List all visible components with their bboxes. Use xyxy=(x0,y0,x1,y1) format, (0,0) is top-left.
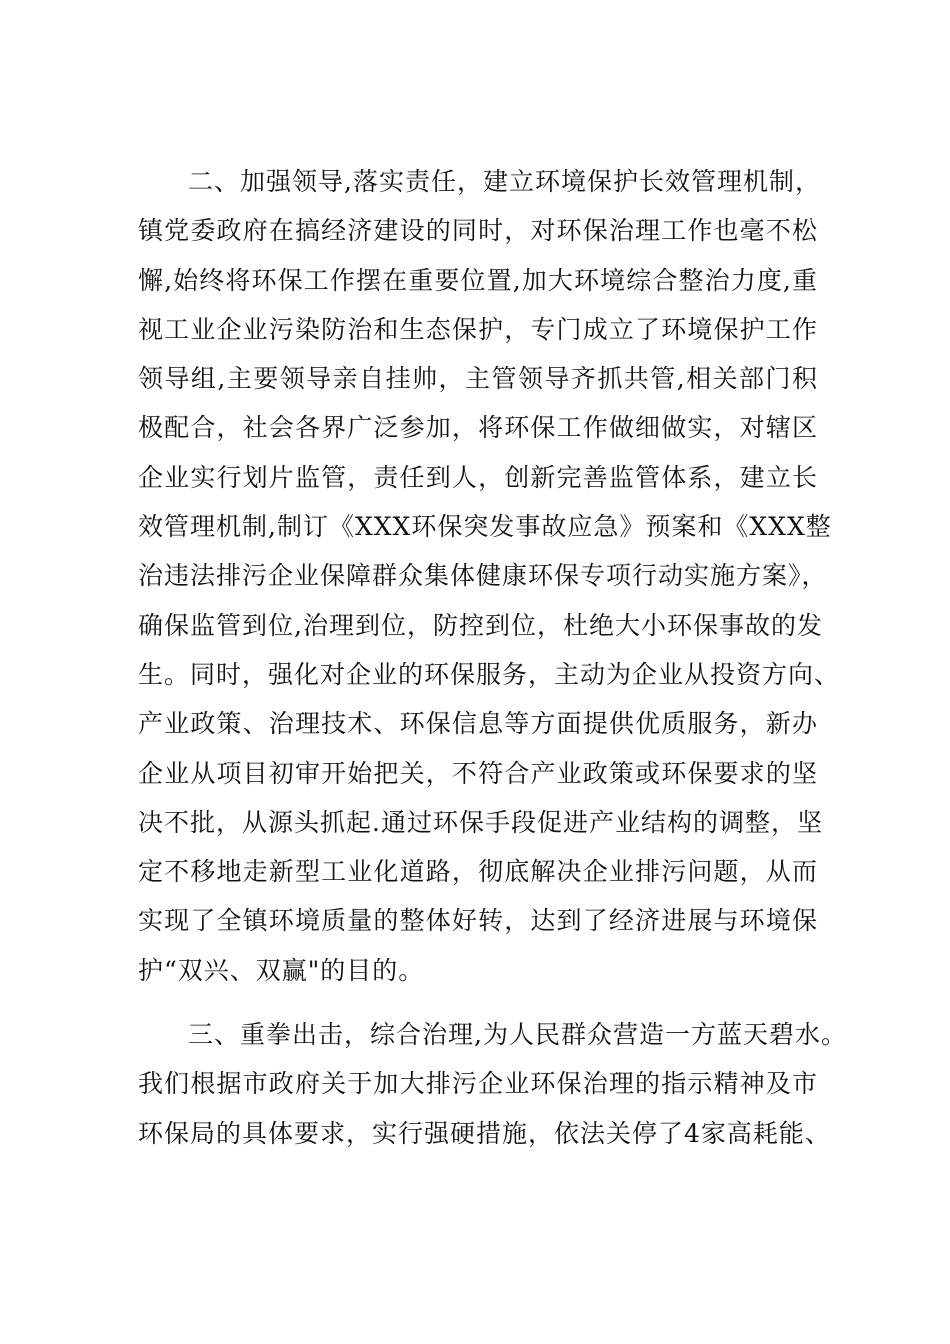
paragraph-line: 产业政策、治理技术、环保信息等方面提供优质服务，新办 xyxy=(138,709,818,739)
paragraph-line: 领导组,主要领导亲自挂帅，主管领导齐抓共管,相关部门积 xyxy=(138,364,818,394)
paragraph-line: 三、重拳出击，综合治理,为人民群众营造一方蓝天碧水。 xyxy=(188,1020,847,1049)
paragraph-line: 我们根据市政府关于加大排污企业环保治理的指示精神及市 xyxy=(138,1069,818,1099)
paragraph-line: 二、加强领导,落实责任，建立环境保护长效管理机制， xyxy=(188,167,821,196)
paragraph-line: 镇党委政府在搞经济建设的同时，对环保治理工作也毫不松 xyxy=(138,216,818,246)
paragraph-section-3 xyxy=(138,1010,847,1158)
paragraph-line: 极配合，社会各界广泛参加，将环保工作做细做实，对辖区 xyxy=(138,413,818,443)
paragraph-line: 实现了全镇环境质量的整体好转，达到了经济进展与环境保 xyxy=(138,906,818,936)
paragraph-line: 企业实行划片监管，责任到人，创新完善监管体系，建立长 xyxy=(138,462,818,492)
paragraph-line: 治违法排污企业保障群众集体健康环保专项行动实施方案》， xyxy=(138,561,828,591)
paragraph-line: 懈,始终将环保工作摆在重要位置,加大环境综合整治力度,重 xyxy=(138,265,818,295)
paragraph-line: 护“双兴、双赢"的目的。 xyxy=(138,955,425,985)
paragraph-line: 企业从项目初审开始把关，不符合产业政策或环保要求的坚 xyxy=(138,758,818,788)
paragraph-line: 环保局的具体要求，实行强硬措施，依法关停了4家高耗能、 xyxy=(138,1118,831,1148)
paragraph-section-2 xyxy=(138,157,841,995)
paragraph-line: 定不移地走新型工业化道路，彻底解决企业排污问题，从而 xyxy=(138,857,818,887)
paragraph-line: 视工业企业污染防治和生态保护，专门成立了环境保护工作 xyxy=(138,314,818,344)
paragraph-line: 效管理机制,制订《XXX环保突发事故应急》预案和《XXX整 xyxy=(138,512,832,542)
paragraph-line: 生。同时，强化对企业的环保服务，主动为企业从投资方向、 xyxy=(138,659,841,689)
paragraph-line: 确保监管到位,治理到位，防控到位，杜绝大小环保事故的发 xyxy=(138,610,823,640)
paragraph-line: 决不批，从源头抓起.通过环保手段促进产业结构的调整，坚 xyxy=(138,807,823,837)
